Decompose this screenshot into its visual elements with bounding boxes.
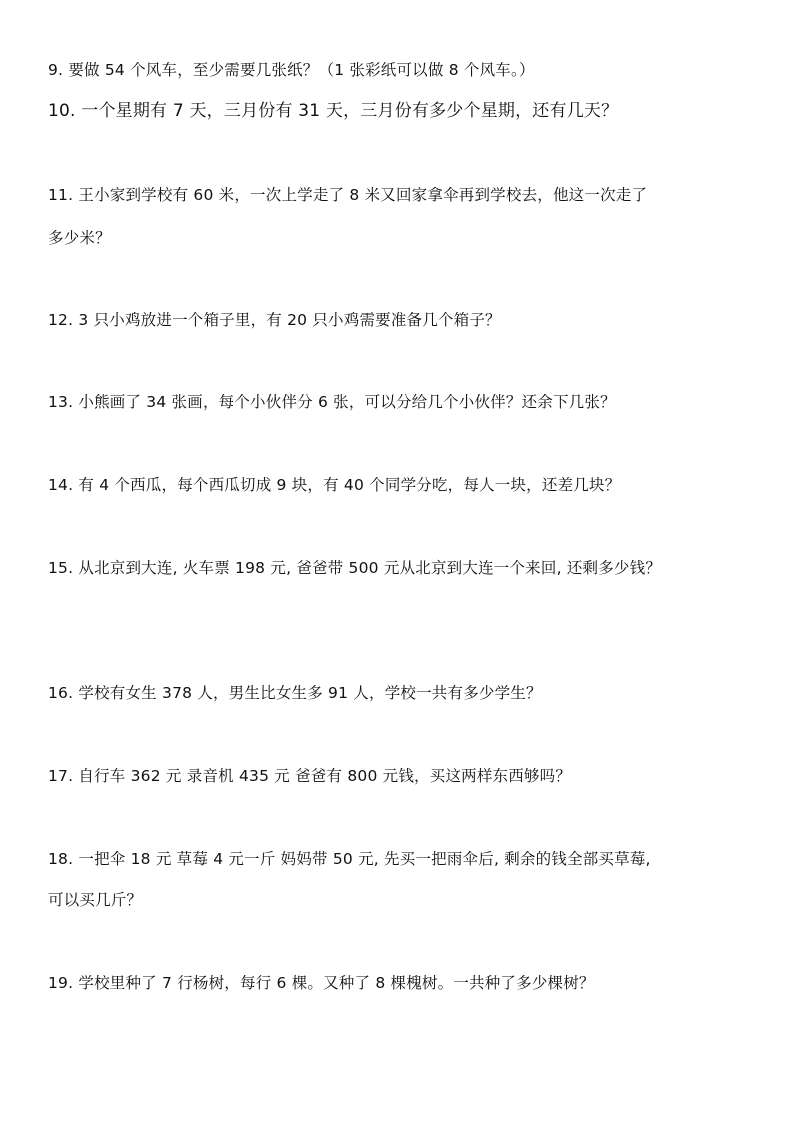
- question-18-line-2: 可以买几斤？: [48, 891, 143, 909]
- question-10: 10. 一个星期有 7 天，三月份有 31 天，三月份有多少个星期，还有几天？: [48, 101, 619, 121]
- question-15: 15. 从北京到大连, 火车票 198 元, 爸爸带 500 元从北京到大连一个来回, 还剩多少钱？: [48, 559, 662, 577]
- question-12: 12. 3 只小鸡放进一个箱子里，有 20 只小鸡需要准备几个箱子？: [48, 311, 501, 329]
- question-13: 13. 小熊画了 34 张画，每个小伙伴分 6 张，可以分给几个小伙伴？还余下几张？: [48, 393, 616, 411]
- question-17: 17. 自行车 362 元 录音机 435 元 爸爸有 800 元钱，买这两样东西够吗？: [48, 767, 572, 785]
- question-16: 16. 学校有女生 378 人，男生比女生多 91 人，学校一共有多少学生？: [48, 684, 542, 702]
- question-19: 19. 学校里种了 7 行杨树，每行 6 棵。又种了 8 棵槐树。一共种了多少棵树？: [48, 974, 595, 992]
- question-9: 9. 要做 54 个风车，至少需要几张纸？（1 张彩纸可以做 8 个风车。）: [48, 61, 535, 79]
- question-11-line-1: 11. 王小家到学校有 60 米，一次上学走了 8 米又回家拿伞再到学校去，他这一次走了: [48, 186, 648, 204]
- question-14: 14. 有 4 个西瓜，每个西瓜切成 9 块，有 40 个同学分吃，每人一块，还差几块？: [48, 476, 621, 494]
- question-18-line-1: 18. 一把伞 18 元 草莓 4 元一斤 妈妈带 50 元, 先买一把雨伞后, 剩余的钱全部买草莓,: [48, 850, 651, 868]
- question-11-line-2: 多少米？: [48, 229, 111, 247]
